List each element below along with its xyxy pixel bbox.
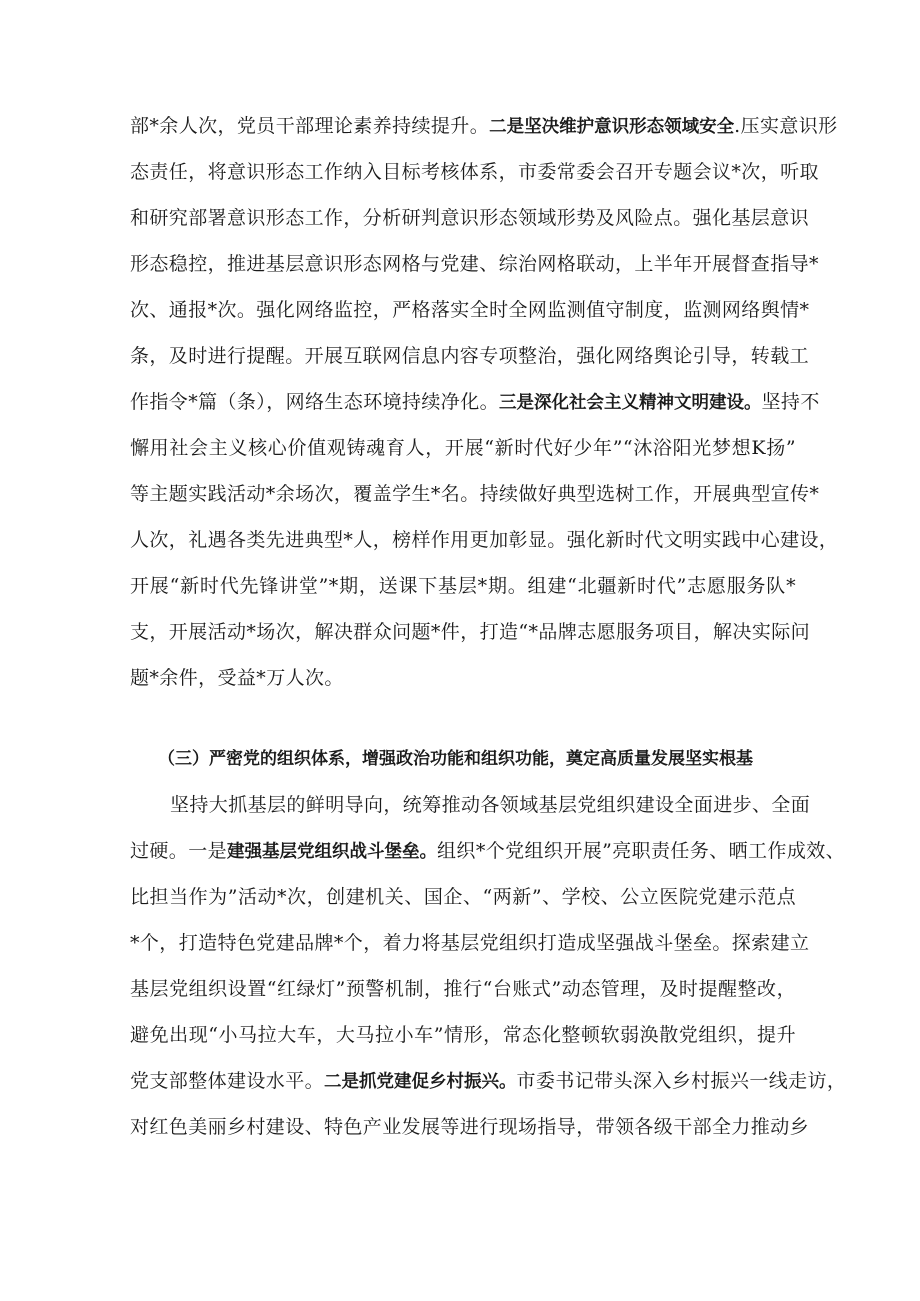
text-line <box>130 471 820 517</box>
bold-lead-phrase: 三是深化社会主义精神文明建设。 <box>499 393 762 413</box>
text-run: 等主题实践活动*余场次，覆盖学生*名。持续做好典型选树工作，开展典型宣传* <box>130 483 820 505</box>
text-run: 开展“新时代先锋讲堂”*期，送课下基层*期。组建“北疆新时代”志愿服务队* <box>130 575 796 597</box>
paragraph-ideology-civilization <box>130 103 839 701</box>
text-line <box>130 379 820 425</box>
text-run: .压实意识形 <box>734 115 838 137</box>
text-run: 人次，礼遇各类先进典型*人，榜样作用更加彰显。强化新时代文明实践中心建设， <box>130 529 839 551</box>
text-line <box>130 333 810 379</box>
text-run: 基层党组织设置“红绿灯”预警机制，推行“台账式”动态管理，及时提醒整改， <box>130 978 796 1000</box>
text-run: 形态稳控，推进基层意识形态网格与党建、综治网格联动，上半年开展督查指导* <box>130 253 819 275</box>
text-line <box>130 195 810 241</box>
text-run: 避免出现“小马拉大车，大马拉小车”情形，常态化整顿软弱涣散党组织，提升 <box>130 1024 796 1046</box>
text-run: 条，及时进行提醒。开展互联网信息内容专项整治，强化网络舆论引导，转载工 <box>130 345 810 367</box>
text-line <box>130 655 796 701</box>
text-run: 支，开展活动*场次，解决群众问题*件，打造“*品牌志愿服务项目，解决实际问 <box>130 621 811 643</box>
text-run: 组织*个党组织开展”亮职责任务、晒工作成效、 <box>437 840 846 862</box>
text-line <box>130 287 810 333</box>
text-line <box>130 609 811 655</box>
text-run: 比担当作为”活动*次，创建机关、国企、“两新”、学校、公立医院党建示范点 <box>130 886 796 908</box>
text-line <box>130 103 838 149</box>
text-line <box>130 241 819 287</box>
text-run: 题*余件，受益*万人次。 <box>130 667 344 689</box>
text-run: 坚持大抓基层的鲜明导向，统筹推动各领域基层党组织建设全面进步、全面 <box>170 794 811 816</box>
text-line <box>130 563 796 609</box>
text-run: 态责任，将意识形态工作纳入目标考核体系，市委常委会召开专题会议*次，听取 <box>130 161 819 183</box>
bold-lead-phrase: 建强基层党组织战斗堡垒。 <box>227 842 438 862</box>
text-run: 懈用社会主义核心价值观铸魂育人，开展“新时代好少年”“沐浴阳光梦想K扬” <box>130 437 796 459</box>
text-line <box>130 425 796 471</box>
text-line <box>130 517 839 563</box>
text-line <box>130 1012 796 1058</box>
text-run: 过硬。一是 <box>130 840 228 862</box>
bold-lead-phrase: 二是抓党建促乡村振兴。 <box>324 1072 517 1092</box>
text-run: *个，打造特色党建品牌*个，着力将基层党组织打造成坚强战斗堡垒。探索建立 <box>130 932 810 954</box>
text-run: 部*余人次，党员干部理论素养持续提升。 <box>130 115 490 137</box>
text-line <box>130 149 819 195</box>
text-line <box>130 920 810 966</box>
text-run: 党支部整体建设水平。 <box>130 1070 325 1092</box>
text-run: 坚持不 <box>761 391 820 413</box>
text-run: 和研究部署意识形态工作，分析研判意识形态领域形势及风险点。强化基层意识 <box>130 207 810 229</box>
text-run: 作指令*篇（条），网络生态环境持续净化。 <box>130 391 500 413</box>
text-line <box>130 1058 847 1104</box>
text-line <box>130 966 796 1012</box>
text-run: 市委书记带头深入乡村振兴一线走访， <box>516 1070 847 1092</box>
text-run: 对红色美丽乡村建设、特色产业发展等进行现场指导，带领各级干部全力推动乡 <box>130 1116 810 1138</box>
text-line <box>130 828 846 874</box>
text-line <box>130 874 796 920</box>
text-line <box>130 1104 810 1150</box>
text-line <box>130 782 811 828</box>
paragraph-grassroots-party <box>130 782 847 1150</box>
bold-lead-phrase: 二是坚决维护意识形态领域安全 <box>489 117 735 137</box>
text-run: 次、通报*次。强化网络监控，严格落实全时全网监测值守制度，监测网络舆情* <box>130 299 810 321</box>
section-heading-3: （三）严密党的组织体系，增强政治功能和组织功能，奠定高质量发展坚实根基 <box>158 749 753 769</box>
